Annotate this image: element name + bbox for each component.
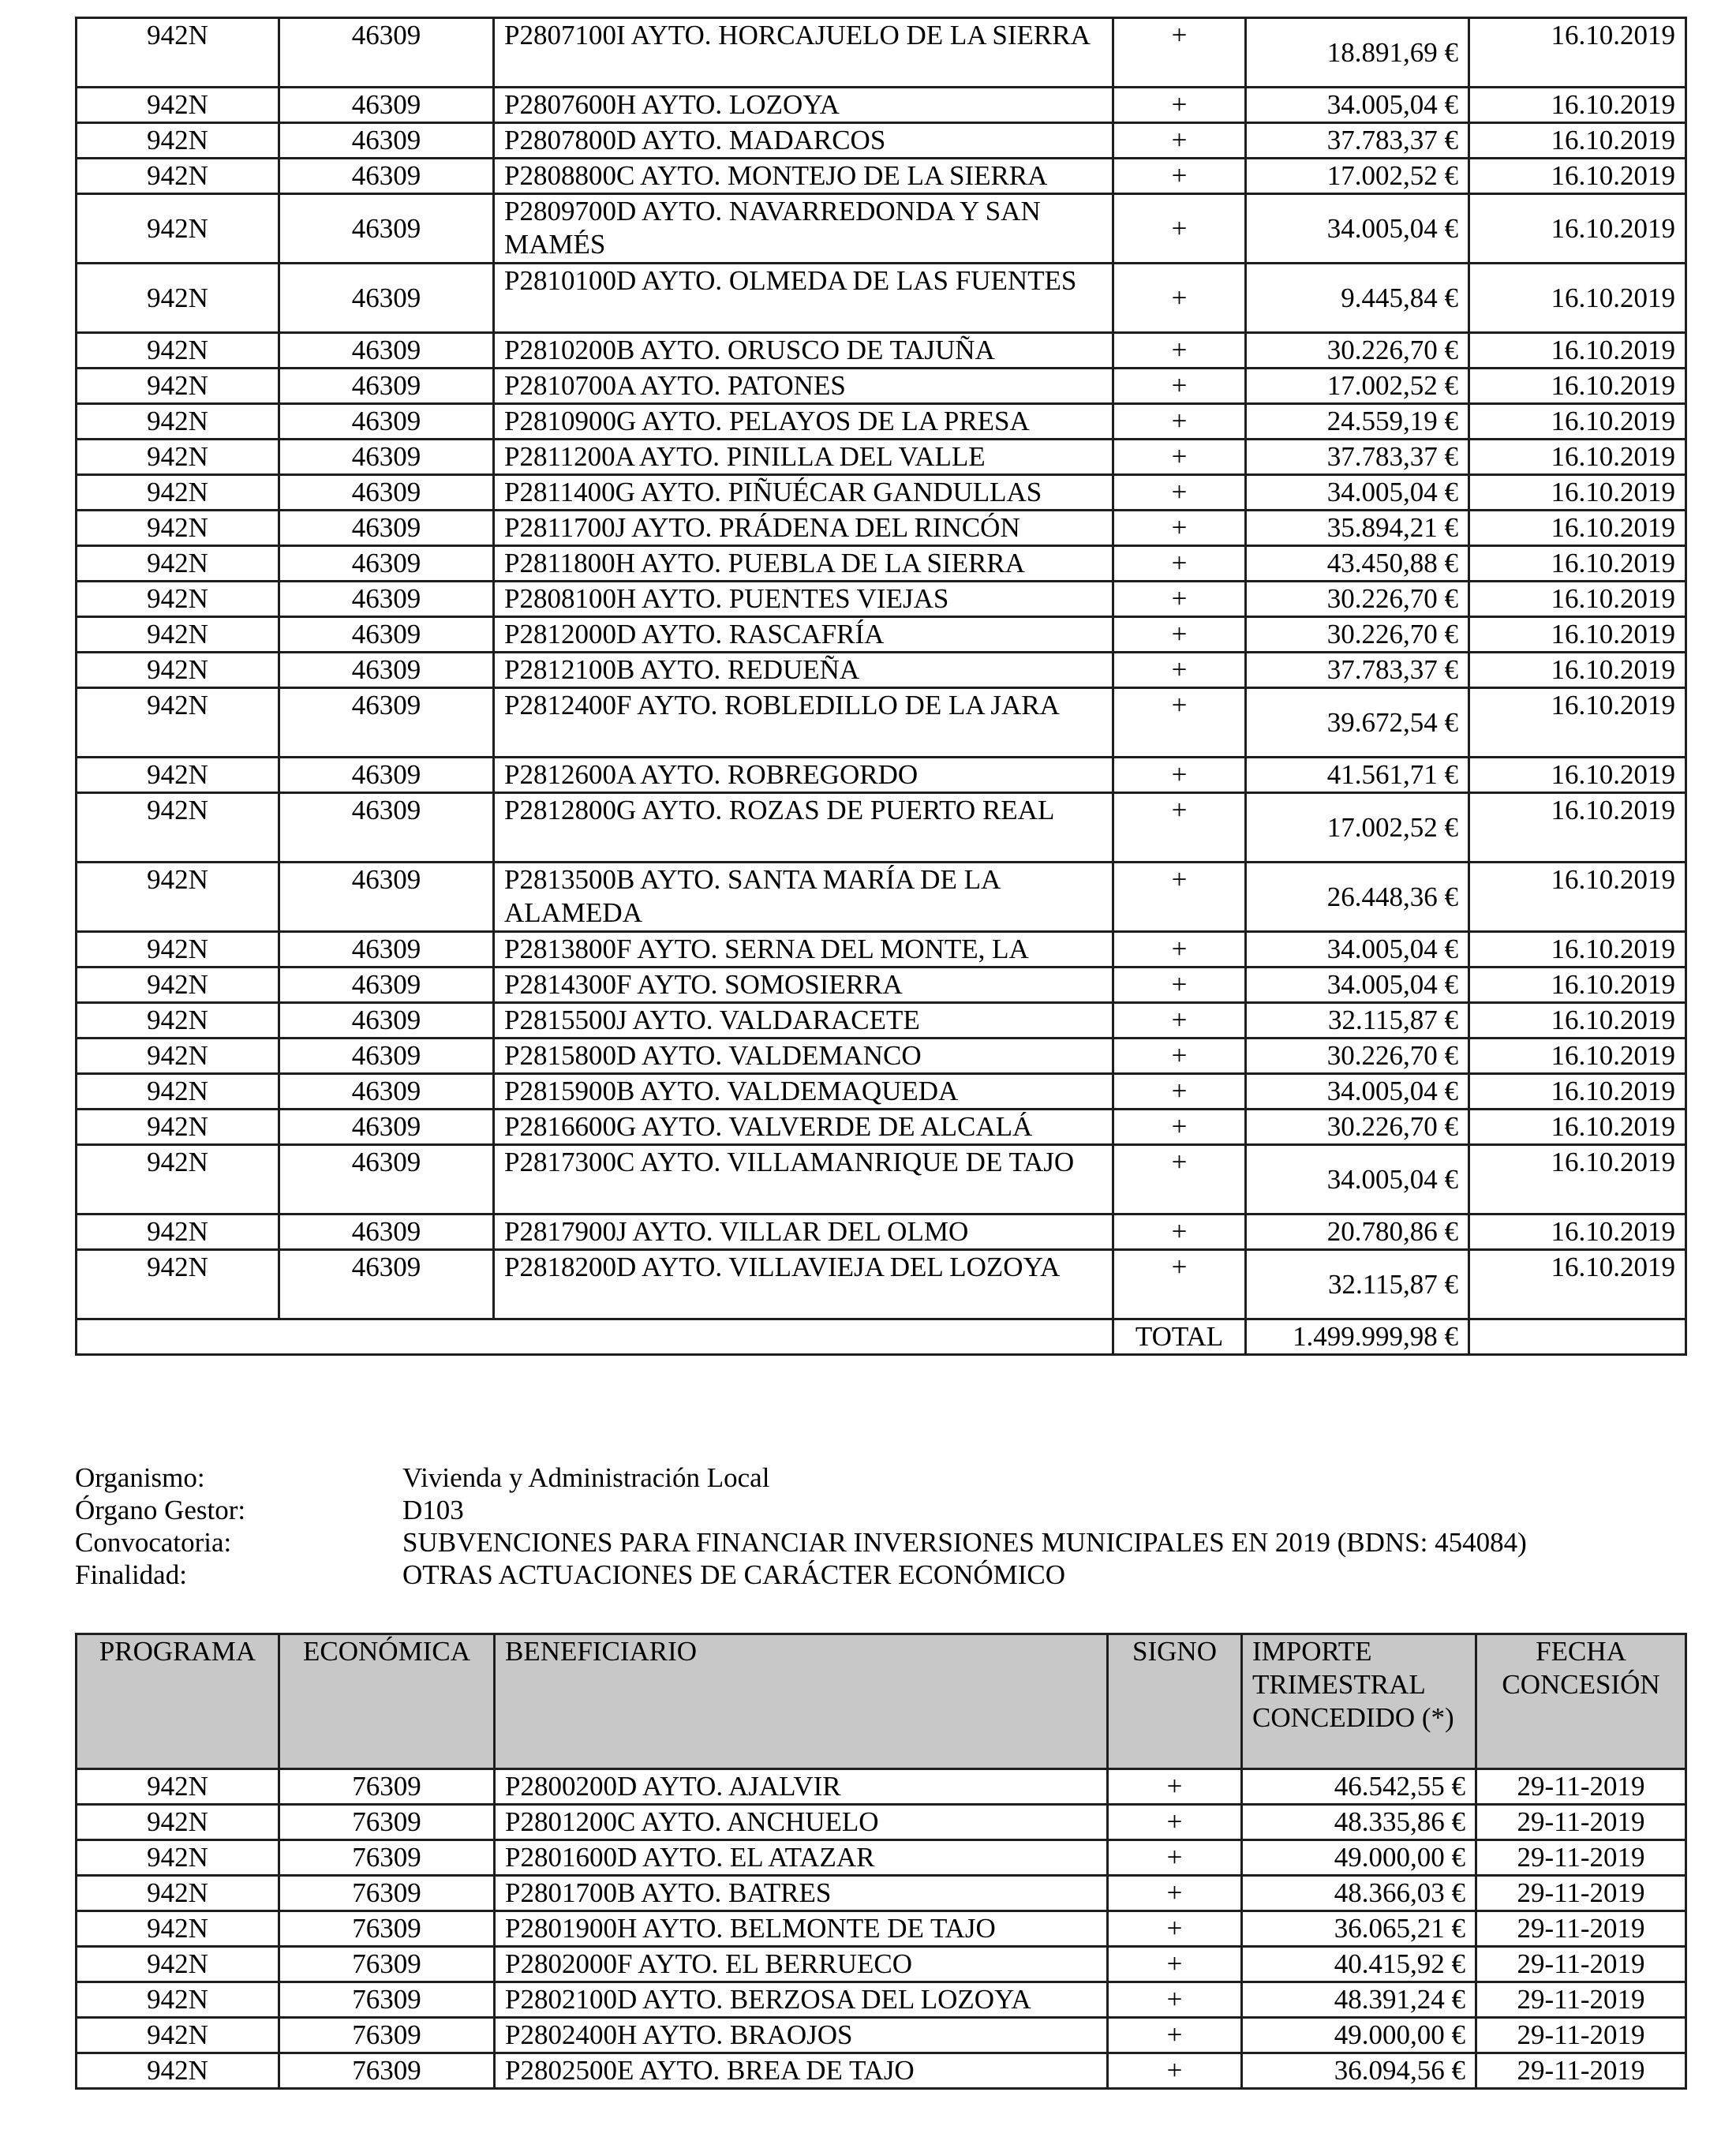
grants-table-body: [77, 18, 1686, 1355]
cell-signo: +: [1113, 1145, 1246, 1214]
meta-finalidad-value: OTRAS ACTUACIONES DE CARÁCTER ECONÓMICO: [402, 1559, 1066, 1590]
table-row: [77, 546, 1686, 582]
cell-programa: 942N: [77, 688, 279, 758]
cell-fecha: 16.10.2019: [1469, 1074, 1686, 1110]
cell-beneficiario: P2812800G AYTO. ROZAS DE PUERTO REAL: [494, 793, 1113, 863]
header-importe: IMPORTE TRIMESTRAL CONCEDIDO (*): [1242, 1634, 1476, 1769]
cell-economica: 46309: [279, 333, 494, 369]
cell-economica: 46309: [279, 123, 494, 159]
cell-signo: +: [1113, 617, 1246, 653]
cell-fecha: 29-11-2019: [1476, 2018, 1686, 2053]
cell-importe: 9.445,84 €: [1246, 264, 1469, 333]
cell-economica: 46309: [279, 159, 494, 194]
cell-programa: 942N: [77, 582, 279, 617]
cell-beneficiario: P2807600H AYTO. LOZOYA: [494, 88, 1113, 123]
cell-economica: 46309: [279, 404, 494, 440]
cell-economica: 76309: [279, 2018, 495, 2053]
cell-beneficiario: P2815500J AYTO. VALDARACETE: [494, 1003, 1113, 1039]
cell-economica: 76309: [279, 1947, 495, 1982]
cell-importe: 30.226,70 €: [1246, 1039, 1469, 1074]
cell-signo: +: [1108, 1840, 1242, 1876]
cell-economica: 76309: [279, 2053, 495, 2089]
table-row: [77, 440, 1686, 475]
cell-fecha: 16.10.2019: [1469, 1039, 1686, 1074]
cell-fecha: 16.10.2019: [1469, 88, 1686, 123]
cell-signo: +: [1113, 440, 1246, 475]
cell-beneficiario: P2811400G AYTO. PIÑUÉCAR GANDULLAS: [494, 475, 1113, 511]
cell-economica: 46309: [279, 440, 494, 475]
table-row: [77, 18, 1686, 88]
header-economica: ECONÓMICA: [279, 1634, 495, 1769]
cell-signo: +: [1113, 582, 1246, 617]
cell-fecha: 16.10.2019: [1469, 369, 1686, 404]
table-row: [77, 653, 1686, 688]
meta-finalidad: [75, 1559, 1685, 1591]
cell-importe: 26.448,36 €: [1246, 863, 1469, 932]
cell-fecha: 29-11-2019: [1476, 1805, 1686, 1840]
cell-programa: 942N: [77, 1805, 279, 1840]
cell-programa: 942N: [77, 617, 279, 653]
cell-economica: 46309: [279, 1003, 494, 1039]
cell-signo: +: [1108, 1805, 1242, 1840]
cell-beneficiario: P2811200A AYTO. PINILLA DEL VALLE: [494, 440, 1113, 475]
cell-economica: 76309: [279, 1840, 495, 1876]
cell-programa: 942N: [77, 1982, 279, 2018]
cell-beneficiario: P2807100I AYTO. HORCAJUELO DE LA SIERRA: [494, 18, 1113, 88]
cell-signo: +: [1113, 967, 1246, 1003]
cell-beneficiario: P2813500B AYTO. SANTA MARÍA DE LA ALAMEDA: [494, 863, 1113, 932]
cell-economica: 46309: [279, 511, 494, 546]
cell-economica: 46309: [279, 1039, 494, 1074]
table-row: [77, 863, 1686, 932]
cell-signo: +: [1113, 688, 1246, 758]
table-row: [77, 369, 1686, 404]
table-row: [77, 123, 1686, 159]
cell-importe: 35.894,21 €: [1246, 511, 1469, 546]
cell-programa: 942N: [77, 1911, 279, 1947]
cell-fecha: 16.10.2019: [1469, 511, 1686, 546]
table-row: [77, 617, 1686, 653]
cell-signo: +: [1113, 404, 1246, 440]
cell-economica: 76309: [279, 1805, 495, 1840]
cell-beneficiario: P2808100H AYTO. PUENTES VIEJAS: [494, 582, 1113, 617]
table-row: [77, 1110, 1686, 1145]
cell-importe: 17.002,52 €: [1246, 159, 1469, 194]
cell-signo: +: [1113, 1039, 1246, 1074]
cell-signo: +: [1113, 333, 1246, 369]
cell-programa: 942N: [77, 1840, 279, 1876]
cell-importe: 34.005,04 €: [1246, 1074, 1469, 1110]
total-value: 1.499.999,98 €: [1246, 1319, 1469, 1355]
cell-economica: 76309: [279, 1876, 495, 1911]
cell-signo: +: [1113, 758, 1246, 793]
cell-economica: 46309: [279, 582, 494, 617]
cell-signo: +: [1113, 653, 1246, 688]
cell-economica: 46309: [279, 1250, 494, 1319]
cell-signo: +: [1113, 1003, 1246, 1039]
table-row: [77, 2018, 1686, 2053]
cell-fecha: 16.10.2019: [1469, 582, 1686, 617]
cell-economica: 46309: [279, 932, 494, 967]
cell-importe: 36.065,21 €: [1242, 1911, 1476, 1947]
grants-table-body: [77, 1769, 1686, 2089]
meta-organo-gestor: [75, 1494, 1685, 1526]
grant-metadata: [75, 1461, 1685, 1591]
cell-signo: +: [1113, 546, 1246, 582]
cell-beneficiario: P2812000D AYTO. RASCAFRÍA: [494, 617, 1113, 653]
table-row: [77, 1074, 1686, 1110]
cell-economica: 46309: [279, 1214, 494, 1250]
cell-programa: 942N: [77, 511, 279, 546]
cell-importe: 49.000,00 €: [1242, 1840, 1476, 1876]
cell-importe: 34.005,04 €: [1246, 88, 1469, 123]
cell-programa: 942N: [77, 546, 279, 582]
grants-table-current-expenditure: [75, 17, 1687, 1356]
cell-importe: 37.783,37 €: [1246, 440, 1469, 475]
cell-fecha: 16.10.2019: [1469, 440, 1686, 475]
cell-fecha: 16.10.2019: [1469, 475, 1686, 511]
table-row: [77, 582, 1686, 617]
cell-fecha: 29-11-2019: [1476, 1876, 1686, 1911]
cell-programa: 942N: [77, 159, 279, 194]
cell-programa: 942N: [77, 1039, 279, 1074]
table-row: [77, 688, 1686, 758]
meta-organismo: [75, 1461, 1685, 1494]
cell-beneficiario: P2810700A AYTO. PATONES: [494, 369, 1113, 404]
cell-programa: 942N: [77, 2018, 279, 2053]
cell-programa: 942N: [77, 863, 279, 932]
cell-importe: 48.366,03 €: [1242, 1876, 1476, 1911]
cell-economica: 46309: [279, 653, 494, 688]
cell-signo: +: [1108, 1911, 1242, 1947]
cell-importe: 34.005,04 €: [1246, 475, 1469, 511]
cell-fecha: 16.10.2019: [1469, 194, 1686, 264]
meta-convocatoria-value: SUBVENCIONES PARA FINANCIAR INVERSIONES MUNICIPALES EN 2019 (BDNS: 454084): [402, 1527, 1527, 1558]
cell-signo: +: [1108, 1876, 1242, 1911]
header-signo: SIGNO: [1108, 1634, 1242, 1769]
grants-table-investments: [75, 1633, 1687, 2090]
cell-programa: 942N: [77, 333, 279, 369]
cell-fecha: 16.10.2019: [1469, 1110, 1686, 1145]
cell-beneficiario: P2810900G AYTO. PELAYOS DE LA PRESA: [494, 404, 1113, 440]
cell-economica: 46309: [279, 546, 494, 582]
cell-fecha: 16.10.2019: [1469, 758, 1686, 793]
cell-fecha: 16.10.2019: [1469, 404, 1686, 440]
cell-programa: 942N: [77, 1250, 279, 1319]
table-row: [77, 333, 1686, 369]
cell-fecha: 16.10.2019: [1469, 18, 1686, 88]
cell-signo: +: [1108, 1769, 1242, 1805]
meta-organismo-value: Vivienda y Administración Local: [402, 1462, 770, 1493]
meta-finalidad-label: Finalidad:: [75, 1559, 187, 1590]
cell-programa: 942N: [77, 653, 279, 688]
cell-signo: +: [1108, 1982, 1242, 2018]
cell-importe: 49.000,00 €: [1242, 2018, 1476, 2053]
cell-importe: 48.335,86 €: [1242, 1805, 1476, 1840]
cell-importe: 32.115,87 €: [1246, 1250, 1469, 1319]
total-row: [77, 1319, 1686, 1355]
meta-convocatoria-label: Convocatoria:: [75, 1527, 232, 1558]
cell-beneficiario: P2801200C AYTO. ANCHUELO: [495, 1805, 1108, 1840]
cell-economica: 46309: [279, 1074, 494, 1110]
cell-economica: 46309: [279, 863, 494, 932]
cell-importe: 34.005,04 €: [1246, 967, 1469, 1003]
meta-organo-label: Órgano Gestor:: [75, 1495, 246, 1525]
cell-importe: 39.672,54 €: [1246, 688, 1469, 758]
cell-economica: 46309: [279, 369, 494, 404]
table-row: [77, 1214, 1686, 1250]
cell-fecha: 29-11-2019: [1476, 1840, 1686, 1876]
table-row: [77, 1840, 1686, 1876]
cell-economica: 46309: [279, 194, 494, 264]
cell-beneficiario: P2815800D AYTO. VALDEMANCO: [494, 1039, 1113, 1074]
cell-programa: 942N: [77, 123, 279, 159]
cell-signo: +: [1113, 369, 1246, 404]
cell-fecha: 16.10.2019: [1469, 123, 1686, 159]
cell-beneficiario: P2802100D AYTO. BERZOSA DEL LOZOYA: [495, 1982, 1108, 2018]
cell-signo: +: [1113, 159, 1246, 194]
header-beneficiario: BENEFICIARIO: [495, 1634, 1108, 1769]
cell-programa: 942N: [77, 793, 279, 863]
cell-signo: +: [1108, 2018, 1242, 2053]
cell-importe: 41.561,71 €: [1246, 758, 1469, 793]
cell-importe: 36.094,56 €: [1242, 2053, 1476, 2089]
meta-organismo-label: Organismo:: [75, 1462, 205, 1493]
cell-signo: +: [1113, 1110, 1246, 1145]
cell-beneficiario: P2813800F AYTO. SERNA DEL MONTE, LA: [494, 932, 1113, 967]
cell-signo: +: [1113, 194, 1246, 264]
table-row: [77, 1039, 1686, 1074]
cell-beneficiario: P2801900H AYTO. BELMONTE DE TAJO: [495, 1911, 1108, 1947]
cell-signo: +: [1113, 793, 1246, 863]
cell-fecha: 16.10.2019: [1469, 688, 1686, 758]
table-row: [77, 1250, 1686, 1319]
cell-economica: 46309: [279, 758, 494, 793]
total-blank-cell: [77, 1319, 1113, 1355]
cell-beneficiario: P2801600D AYTO. EL ATAZAR: [495, 1840, 1108, 1876]
cell-beneficiario: P2810100D AYTO. OLMEDA DE LAS FUENTES: [494, 264, 1113, 333]
table-row: [77, 793, 1686, 863]
cell-programa: 942N: [77, 1003, 279, 1039]
cell-importe: 34.005,04 €: [1246, 1145, 1469, 1214]
cell-signo: +: [1113, 18, 1246, 88]
cell-programa: 942N: [77, 932, 279, 967]
cell-beneficiario: P2802500E AYTO. BREA DE TAJO: [495, 2053, 1108, 2089]
cell-programa: 942N: [77, 1110, 279, 1145]
table-row: [77, 159, 1686, 194]
cell-beneficiario: P2811800H AYTO. PUEBLA DE LA SIERRA: [494, 546, 1113, 582]
cell-economica: 76309: [279, 1911, 495, 1947]
cell-fecha: 29-11-2019: [1476, 1947, 1686, 1982]
table-row: [77, 758, 1686, 793]
cell-signo: +: [1113, 1250, 1246, 1319]
cell-importe: 37.783,37 €: [1246, 123, 1469, 159]
cell-importe: 17.002,52 €: [1246, 793, 1469, 863]
cell-fecha: 16.10.2019: [1469, 653, 1686, 688]
table-row: [77, 511, 1686, 546]
cell-beneficiario: P2812100B AYTO. REDUEÑA: [494, 653, 1113, 688]
cell-importe: 24.559,19 €: [1246, 404, 1469, 440]
cell-importe: 18.891,69 €: [1246, 18, 1469, 88]
cell-beneficiario: P2814300F AYTO. SOMOSIERRA: [494, 967, 1113, 1003]
table-row: [77, 264, 1686, 333]
cell-signo: +: [1108, 1947, 1242, 1982]
cell-beneficiario: P2817300C AYTO. VILLAMANRIQUE DE TAJO: [494, 1145, 1113, 1214]
cell-programa: 942N: [77, 1947, 279, 1982]
table-row: [77, 1911, 1686, 1947]
table-row: [77, 1876, 1686, 1911]
cell-importe: 43.450,88 €: [1246, 546, 1469, 582]
cell-beneficiario: P2810200B AYTO. ORUSCO DE TAJUÑA: [494, 333, 1113, 369]
cell-programa: 942N: [77, 1769, 279, 1805]
cell-importe: 32.115,87 €: [1246, 1003, 1469, 1039]
cell-importe: 17.002,52 €: [1246, 369, 1469, 404]
cell-economica: 46309: [279, 688, 494, 758]
cell-programa: 942N: [77, 369, 279, 404]
cell-importe: 40.415,92 €: [1242, 1947, 1476, 1982]
cell-signo: +: [1113, 88, 1246, 123]
cell-fecha: 29-11-2019: [1476, 1982, 1686, 2018]
cell-importe: 34.005,04 €: [1246, 932, 1469, 967]
table-row: [77, 1982, 1686, 2018]
cell-economica: 46309: [279, 617, 494, 653]
table-row: [77, 1003, 1686, 1039]
cell-signo: +: [1113, 475, 1246, 511]
table-row: [77, 967, 1686, 1003]
cell-beneficiario: P2815900B AYTO. VALDEMAQUEDA: [494, 1074, 1113, 1110]
cell-signo: +: [1113, 264, 1246, 333]
cell-fecha: 16.10.2019: [1469, 932, 1686, 967]
cell-fecha: 16.10.2019: [1469, 1003, 1686, 1039]
cell-economica: 46309: [279, 264, 494, 333]
cell-beneficiario: P2802400H AYTO. BRAOJOS: [495, 2018, 1108, 2053]
cell-signo: +: [1108, 2053, 1242, 2089]
cell-programa: 942N: [77, 404, 279, 440]
cell-programa: 942N: [77, 967, 279, 1003]
table-row: [77, 194, 1686, 264]
cell-beneficiario: P2807800D AYTO. MADARCOS: [494, 123, 1113, 159]
cell-importe: 30.226,70 €: [1246, 582, 1469, 617]
cell-importe: 46.542,55 €: [1242, 1769, 1476, 1805]
cell-economica: 76309: [279, 1982, 495, 2018]
cell-fecha: 29-11-2019: [1476, 1911, 1686, 1947]
cell-beneficiario: P2808800C AYTO. MONTEJO DE LA SIERRA: [494, 159, 1113, 194]
cell-fecha: 16.10.2019: [1469, 264, 1686, 333]
cell-importe: 48.391,24 €: [1242, 1982, 1476, 2018]
table-header-row: [77, 1634, 1686, 1769]
total-label: TOTAL: [1113, 1319, 1246, 1355]
cell-importe: 30.226,70 €: [1246, 1110, 1469, 1145]
cell-programa: 942N: [77, 18, 279, 88]
cell-importe: 30.226,70 €: [1246, 617, 1469, 653]
cell-importe: 37.783,37 €: [1246, 653, 1469, 688]
cell-fecha: 29-11-2019: [1476, 1769, 1686, 1805]
cell-importe: 20.780,86 €: [1246, 1214, 1469, 1250]
cell-programa: 942N: [77, 2053, 279, 2089]
cell-beneficiario: P2809700D AYTO. NAVARREDONDA Y SAN MAMÉS: [494, 194, 1113, 264]
cell-programa: 942N: [77, 88, 279, 123]
cell-programa: 942N: [77, 440, 279, 475]
cell-programa: 942N: [77, 475, 279, 511]
cell-economica: 46309: [279, 1110, 494, 1145]
table-row: [77, 475, 1686, 511]
meta-convocatoria: [75, 1526, 1685, 1559]
cell-fecha: 16.10.2019: [1469, 1145, 1686, 1214]
header-programa: PROGRAMA: [77, 1634, 279, 1769]
cell-economica: 46309: [279, 18, 494, 88]
cell-fecha: 16.10.2019: [1469, 159, 1686, 194]
cell-beneficiario: P2812600A AYTO. ROBREGORDO: [494, 758, 1113, 793]
cell-beneficiario: P2816600G AYTO. VALVERDE DE ALCALÁ: [494, 1110, 1113, 1145]
cell-beneficiario: P2817900J AYTO. VILLAR DEL OLMO: [494, 1214, 1113, 1250]
cell-fecha: 16.10.2019: [1469, 333, 1686, 369]
cell-signo: +: [1113, 511, 1246, 546]
cell-programa: 942N: [77, 1145, 279, 1214]
cell-beneficiario: P2811700J AYTO. PRÁDENA DEL RINCÓN: [494, 511, 1113, 546]
header-fecha: FECHA CONCESIÓN: [1476, 1634, 1686, 1769]
cell-signo: +: [1113, 863, 1246, 932]
table-row: [77, 1805, 1686, 1840]
cell-economica: 46309: [279, 967, 494, 1003]
cell-fecha: 16.10.2019: [1469, 967, 1686, 1003]
table-row: [77, 88, 1686, 123]
total-empty-cell: [1469, 1319, 1686, 1355]
cell-beneficiario: P2818200D AYTO. VILLAVIEJA DEL LOZOYA: [494, 1250, 1113, 1319]
meta-organo-value: D103: [402, 1495, 464, 1525]
cell-signo: +: [1113, 123, 1246, 159]
cell-beneficiario: P2801700B AYTO. BATRES: [495, 1876, 1108, 1911]
cell-fecha: 29-11-2019: [1476, 2053, 1686, 2089]
cell-economica: 46309: [279, 1145, 494, 1214]
table-row: [77, 1769, 1686, 1805]
table-row: [77, 932, 1686, 967]
cell-fecha: 16.10.2019: [1469, 863, 1686, 932]
cell-programa: 942N: [77, 1074, 279, 1110]
cell-fecha: 16.10.2019: [1469, 793, 1686, 863]
cell-fecha: 16.10.2019: [1469, 1214, 1686, 1250]
cell-signo: +: [1113, 1214, 1246, 1250]
table-row: [77, 1947, 1686, 1982]
table-row: [77, 2053, 1686, 2089]
cell-signo: +: [1113, 1074, 1246, 1110]
cell-programa: 942N: [77, 1876, 279, 1911]
cell-economica: 76309: [279, 1769, 495, 1805]
cell-fecha: 16.10.2019: [1469, 546, 1686, 582]
cell-beneficiario: P2802000F AYTO. EL BERRUECO: [495, 1947, 1108, 1982]
cell-beneficiario: P2800200D AYTO. AJALVIR: [495, 1769, 1108, 1805]
cell-beneficiario: P2812400F AYTO. ROBLEDILLO DE LA JARA: [494, 688, 1113, 758]
cell-importe: 30.226,70 €: [1246, 333, 1469, 369]
cell-programa: 942N: [77, 264, 279, 333]
table-row: [77, 404, 1686, 440]
cell-importe: 34.005,04 €: [1246, 194, 1469, 264]
cell-fecha: 16.10.2019: [1469, 617, 1686, 653]
cell-programa: 942N: [77, 194, 279, 264]
cell-economica: 46309: [279, 793, 494, 863]
cell-programa: 942N: [77, 1214, 279, 1250]
cell-programa: 942N: [77, 758, 279, 793]
cell-economica: 46309: [279, 475, 494, 511]
cell-fecha: 16.10.2019: [1469, 1250, 1686, 1319]
table-row: [77, 1145, 1686, 1214]
cell-economica: 46309: [279, 88, 494, 123]
cell-signo: +: [1113, 932, 1246, 967]
